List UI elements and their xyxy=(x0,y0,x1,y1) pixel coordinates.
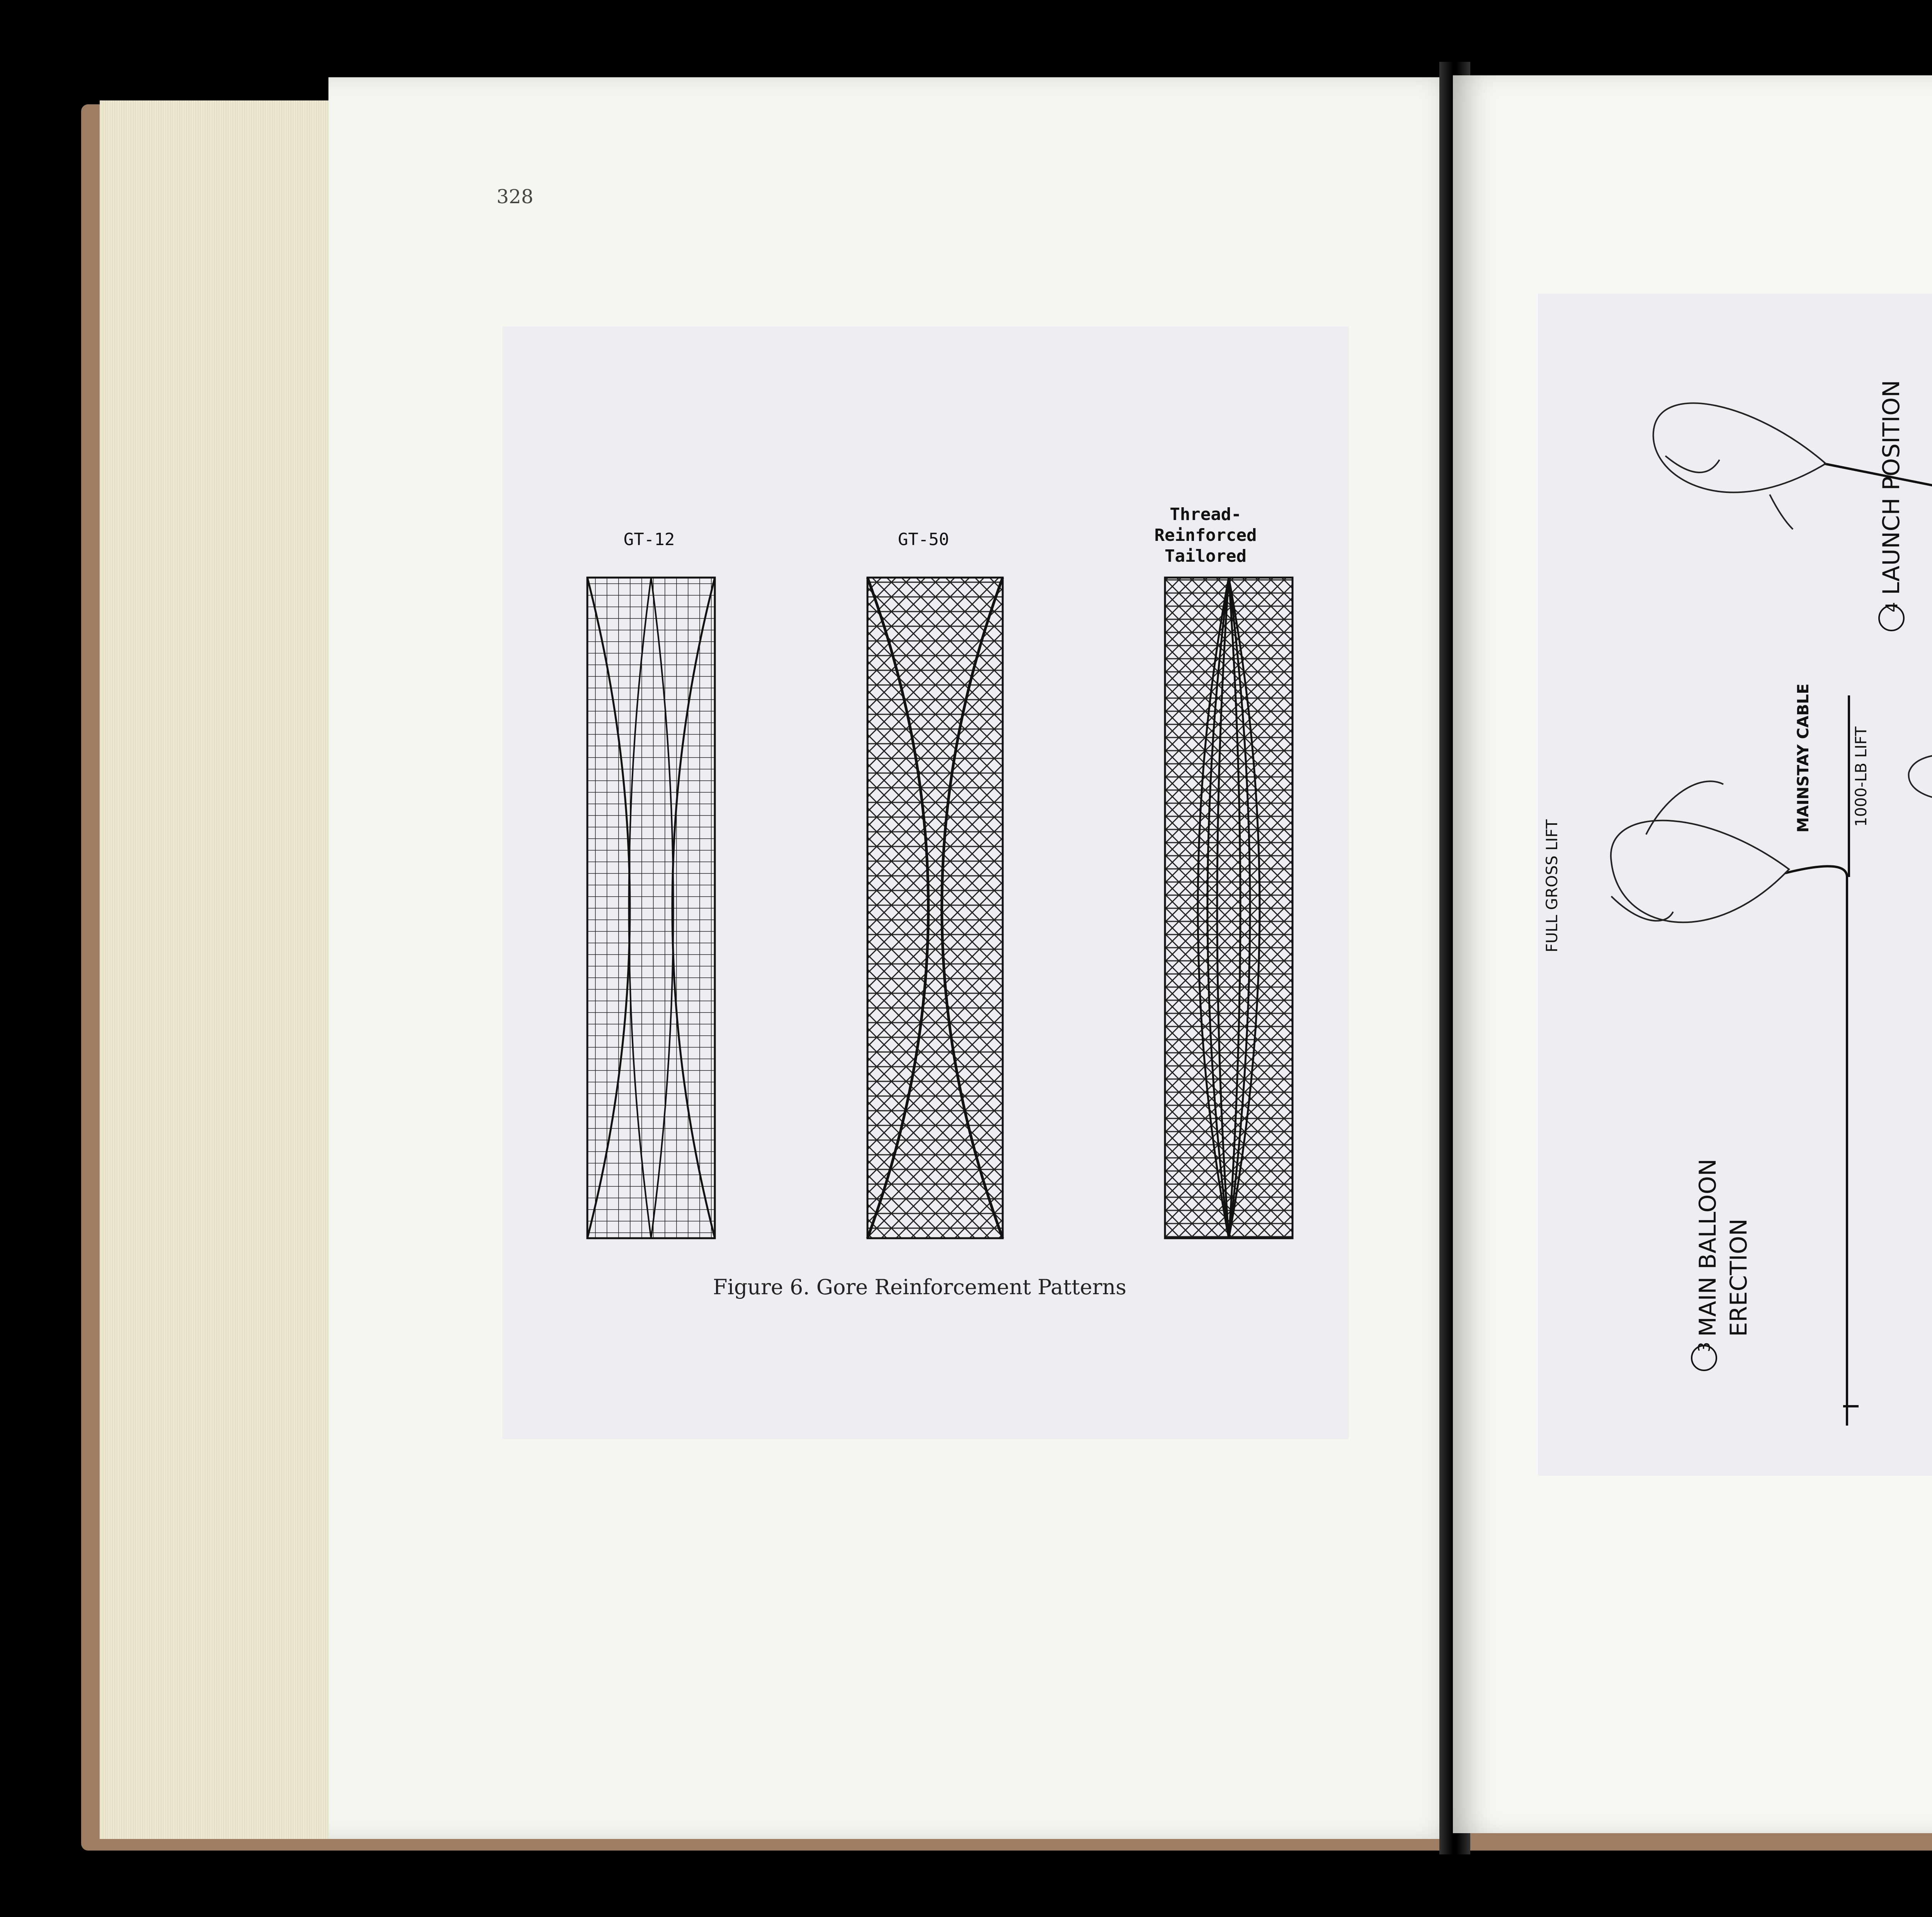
gore-gt12 xyxy=(587,578,715,1238)
gore-gt50 xyxy=(867,578,1003,1238)
label-1000-lb-lift: 1000-LB LIFT xyxy=(1852,726,1870,827)
label-mainstay-cable: MAINSTAY CABLE xyxy=(1794,683,1812,833)
launch-balloon xyxy=(1653,403,1826,493)
label-main-balloon: MAIN BALLOON xyxy=(1694,1159,1721,1337)
gore-thread-reinforced xyxy=(1165,578,1293,1238)
label-launch-position: LAUNCH POSITION xyxy=(1878,380,1905,595)
figure-6-caption: Figure 6. Gore Reinforcement Patterns xyxy=(713,1275,1127,1299)
left-page-edges xyxy=(100,100,335,1839)
gore-patterns xyxy=(502,560,1349,1263)
gore-label-gt50: GT-50 xyxy=(898,530,949,549)
step-3-number: 3 xyxy=(1695,1342,1714,1352)
label-erection: ERECTION xyxy=(1725,1219,1752,1337)
launch-sequence-diagram xyxy=(1538,294,1932,1476)
gore-label-thread-reinforced: Thread- Reinforced Tailored xyxy=(1154,505,1257,566)
bubble-balloon xyxy=(1909,755,1932,800)
gore-label-gt12: GT-12 xyxy=(623,530,675,549)
left-page-number: 328 xyxy=(497,185,534,208)
full-lift-balloon xyxy=(1611,821,1789,923)
label-full-gross-lift: FULL GROSS LIFT xyxy=(1543,819,1561,952)
step-4-number: 4 xyxy=(1882,602,1901,612)
